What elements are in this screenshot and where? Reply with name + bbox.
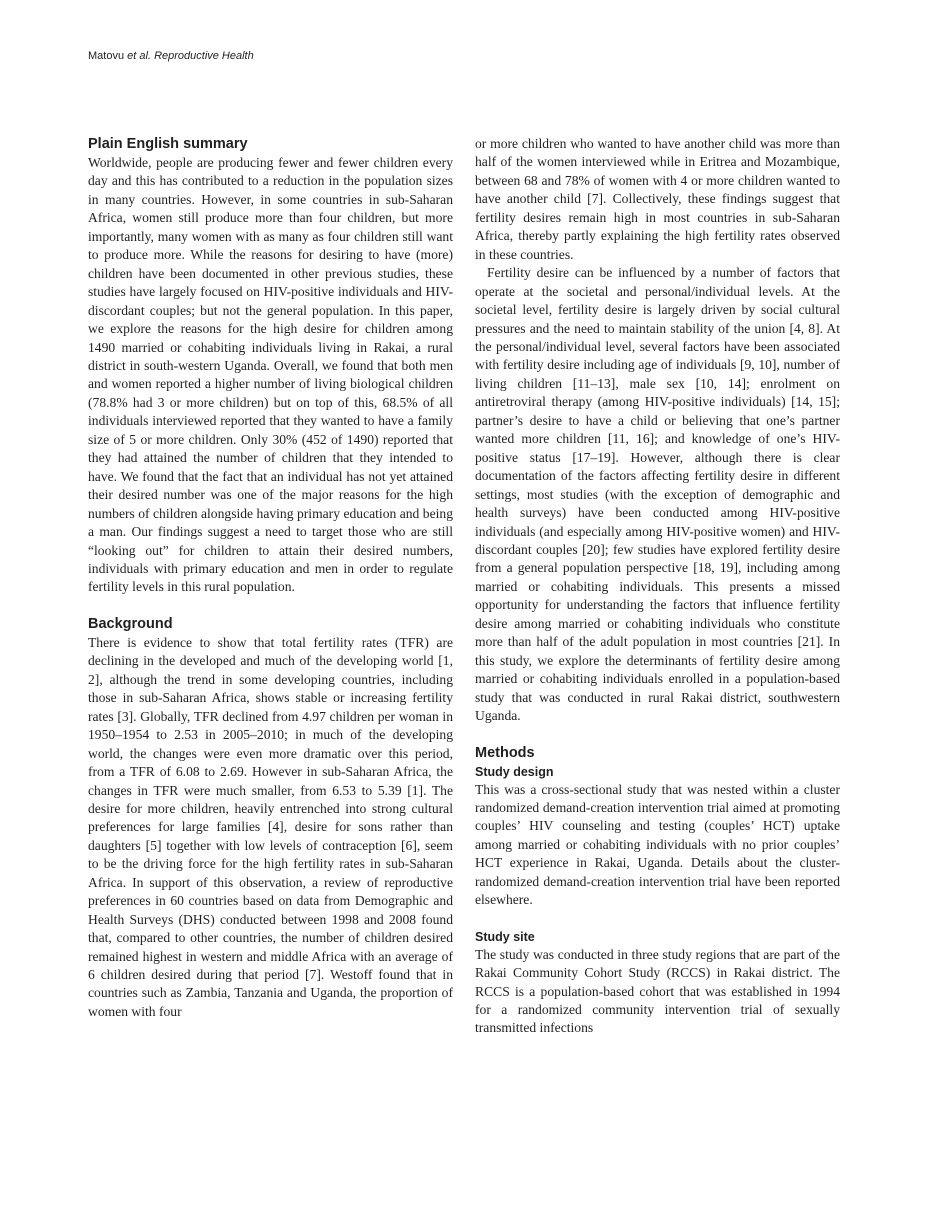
study-design-text: This was a cross-sectional study that was nested within a cluster randomized demand-creation intervention trial aimed at promoting couples’ HIV counseling and testing (couples’ HCT) uptake among married or cohabiting individuals with no prior couples’ HCT experience in Rakai, Uganda. Details about the cluster-randomized demand-creation intervention trial have been reported elsewhere. — [475, 781, 840, 908]
left-column — [88, 135, 453, 1021]
running-head-etal: et al. — [127, 50, 151, 62]
background-paragraph-1-continued: or more children who wanted to have another child was more than half of the women interviewed while in Eritrea and Mozambique, between 68 and 78% of women with 4 or more children wanted to have another child [7]. Collectively, these findings suggest that fertility desires remain high in most countries in sub-Saharan Africa, thereby partly explaining the high fertility rates observed in these countries. — [475, 136, 840, 262]
plain-summary-text: Worldwide, people are producing fewer and fewer children every day and this has contributed to a reduction in the population sizes in many countries. However, in some countries in sub-Saharan Africa, women still produce more than four children, but more importantly, many women with as many as four children still want to produce more. While the reasons for desiring to have (more) children have been documented in other previous studies, these studies have largely focused on HIV-positive individuals and HIV-discordant couples; but not the general population. In this paper, we explore the reasons for the high desire for children among 1490 married or cohabiting individuals living in Rakai, a rural district in south-western Uganda. Overall, we found that both men and women reported a higher number of living biological children (78.8% had 3 or more children) but on top of this, 68.5% of all individuals interviewed reported that they wanted to have a family size of 5 or more children. Only 30% (452 of 1490) reported that they had attained the number of children that they intended to have. We found that the fact that an individual has not yet attained their desired number was one of the major reasons for the high numbers of children alongside having primary education and being a man. Our findings suggest a need to target those who are still “looking out” for children to attain their desired numbers, individuals with primary education and men in order to regulate fertility levels in this rural population. — [88, 155, 453, 595]
plain-summary-heading: Plain English summary — [88, 136, 248, 152]
running-head — [88, 50, 254, 62]
study-site-heading: Study site — [475, 929, 535, 944]
background-paragraph-2: Fertility desire can be influenced by a number of factors that operate at the societal and personal/individual levels. At the societal level, fertility desire is largely driven by social cultural pressures and the need to maintain stability of the union [4, 8]. At the personal/individual level, several factors have been associated with fertility desire including age of individuals [9, 10], number of living children [11–13], male sex [10, 14]; enrolment on antiretroviral therapy (among HIV-positive individuals) [14, 15]; partner’s desire to have a child or believing that one’s partner wanted more children [11, 16]; and knowledge of one’s HIV-positive status [17–19]. However, although there is clear documentation of the factors affecting fertility desire in different settings, most studies (with the exception of demographic and health surveys) have been conducted among HIV-positive individuals (and especially among HIV-positive women) and HIV-discordant couples [20]; few studies have explored fertility desire from a general population perspective [18, 19], including among married or cohabiting individuals. This presents a missed opportunity for understanding the factors that influence fertility desire among married or cohabiting individuals who constitute more than half of the adult population in most countries [21]. In this study, we explore the determinants of fertility desire among married or cohabiting individuals enrolled in a population-based study that was conducted in rural Rakai district, southwestern Uganda. — [475, 265, 840, 724]
running-head-journal: Reproductive Health — [154, 50, 254, 62]
methods-heading: Methods — [475, 744, 535, 761]
running-head-authors: Matovu — [88, 50, 125, 62]
study-design-heading: Study design — [475, 764, 554, 779]
right-column — [475, 135, 840, 1038]
background-paragraph-1: There is evidence to show that total fertility rates (TFR) are declining in the developed and much of the developing world [1, 2], although the trend in some developing countries, including those in sub-Saharan Africa, shows stable or increasing fertility rates [3]. Globally, TFR declined from 4.97 children per woman in 1950–1954 to 2.53 in 2005–2010; in much of the developing world, the changes were even more dramatic over this period, from a TFR of 6.08 to 2.69. However in sub-Saharan Africa, the changes in TFR were much smaller, from 6.53 to 5.39 [1]. The desire for more children, heavily entrenched into strong cultural preferences for large families [4], desire for sons rather than daughters [5] together with low levels of contraception [6], seem to be the driving force for the high fertility rates in sub-Saharan Africa. In support of this observation, a review of reproductive preferences in 60 countries based on data from Demographic and Health Surveys (DHS) conducted between 1998 and 2008 found that, compared to other countries, the number of children desired remained highest in western and middle Africa with an average of 6 children desired during that period [7]. Westoff found that in countries such as Zambia, Tanzania and Uganda, the proportion of women with four — [88, 634, 453, 1019]
background-heading: Background — [88, 615, 173, 632]
study-site-text: The study was conducted in three study regions that are part of the Rakai Community Cohort Study (RCCS) in Rakai district. The RCCS is a population-based cohort that was established in 1994 for a randomized community intervention trial of sexually transmitted infections — [475, 946, 840, 1036]
